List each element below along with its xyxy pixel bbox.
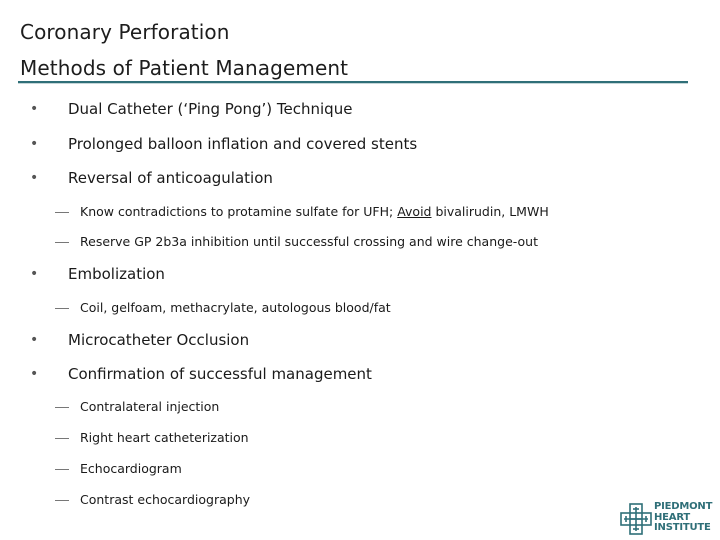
sub-bullet-dash [55,242,69,243]
logo-wordmark [654,502,712,534]
bullet-marker: • [30,136,39,152]
logo-line-2: HEART [654,511,691,523]
sub-bullet-dash [55,500,69,501]
bullet-marker: • [30,332,39,348]
sub-bullet-protamine [80,204,549,219]
bullet-microcatheter: Microcatheter Occlusion [68,331,250,349]
sub-bullet-dash [55,438,69,439]
avoid-emphasis: Avoid [397,204,432,219]
sub-bullet-contralateral: Contralateral injection [80,399,220,414]
slide-subtitle: Methods of Patient Management [20,56,349,80]
sub-bullet-dash [55,212,69,213]
sub-bullet-right-heart: Right heart catheterization [80,430,249,445]
sub-bullet-echocardiogram: Echocardiogram [80,461,182,476]
bullet-marker: • [30,101,39,117]
piedmont-heart-logo [620,502,715,536]
sub-bullet-dash [55,407,69,408]
bullet-marker: • [30,266,39,282]
bullet-reversal-anticoagulation: Reversal of anticoagulation [68,169,273,187]
sub-bullet-coil: Coil, gelfoam, methacrylate, autologous blood/fat [80,300,391,315]
sub-bullet-protamine-tail: bivalirudin, LMWH [431,204,549,219]
title-rule-shadow [18,83,688,84]
sub-bullet-dash [55,308,69,309]
sub-bullet-contrast-echo: Contrast echocardiography [80,492,251,507]
bullet-marker: • [30,366,39,382]
logo-line-3: INSTITUTE [654,522,711,533]
slide-title: Coronary Perforation [20,20,230,44]
logo-line-1: PIEDMONT [654,501,713,512]
sub-bullet-gp2b3a: Reserve GP 2b3a inhibition until successful crossing and wire change-out [80,234,538,249]
bullet-dual-catheter: Dual Catheter (‘Ping Pong’) Technique [68,100,353,118]
bullet-embolization: Embolization [68,265,165,283]
bullet-balloon-inflation: Prolonged balloon inflation and covered stents [68,135,418,153]
bullet-marker: • [30,170,39,186]
sub-bullet-protamine-text: Know contradictions to protamine sulfate for UFH; [80,204,398,219]
bullet-confirmation: Confirmation of successful management [68,365,372,383]
cross-grid-icon [620,503,652,535]
sub-bullet-dash [55,469,69,470]
